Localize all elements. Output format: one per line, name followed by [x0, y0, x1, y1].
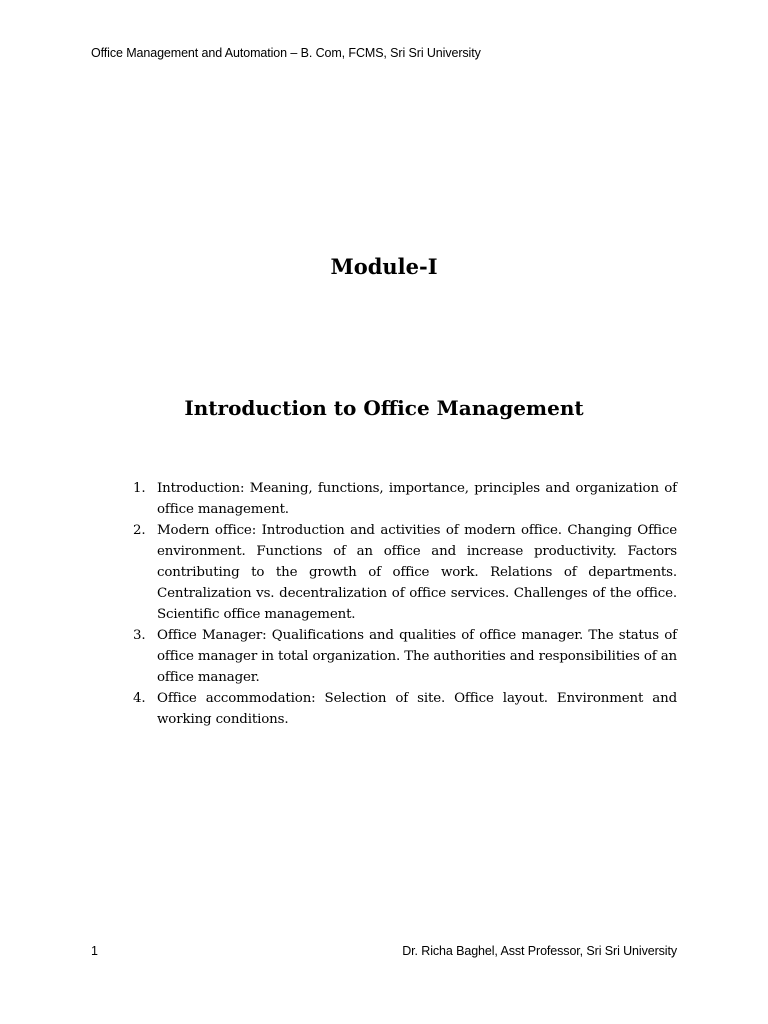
topic-number: 4. [133, 691, 146, 706]
topic-item [133, 688, 677, 730]
topic-item [133, 625, 677, 688]
topic-text: Introduction: Meaning, functions, importance, principles and organization of office management. [157, 481, 677, 517]
module-title: Module-I [330, 254, 438, 279]
topic-number: 2. [133, 523, 146, 538]
topic-item [133, 520, 677, 625]
topic-number: 3. [133, 628, 146, 643]
topic-text: Office Manager: Qualifications and qualities of office manager. The status of office manager in total organization. The authorities and responsibilities of an office manager. [157, 628, 677, 685]
section-title: Introduction to Office Management [184, 396, 584, 420]
footer-author: Dr. Richa Baghel, Asst Professor, Sri Sri University [402, 944, 677, 958]
topic-item [133, 478, 677, 520]
topic-text: Modern office: Introduction and activities of modern office. Changing Office environment. Functions of an office and increase productivity. Factors contributing to the growth of office work. Relations of departments. Centralization vs. decentralization of office services. Challenges of the office. Scientific office management. [157, 523, 677, 622]
topic-text: Office accommodation: Selection of site. Office layout. Environment and working conditions. [157, 691, 677, 727]
page-number: 1 [91, 944, 98, 958]
topic-number: 1. [133, 481, 146, 496]
topic-list [133, 478, 677, 730]
running-header: Office Management and Automation – B. Com, FCMS, Sri Sri University [91, 46, 481, 60]
